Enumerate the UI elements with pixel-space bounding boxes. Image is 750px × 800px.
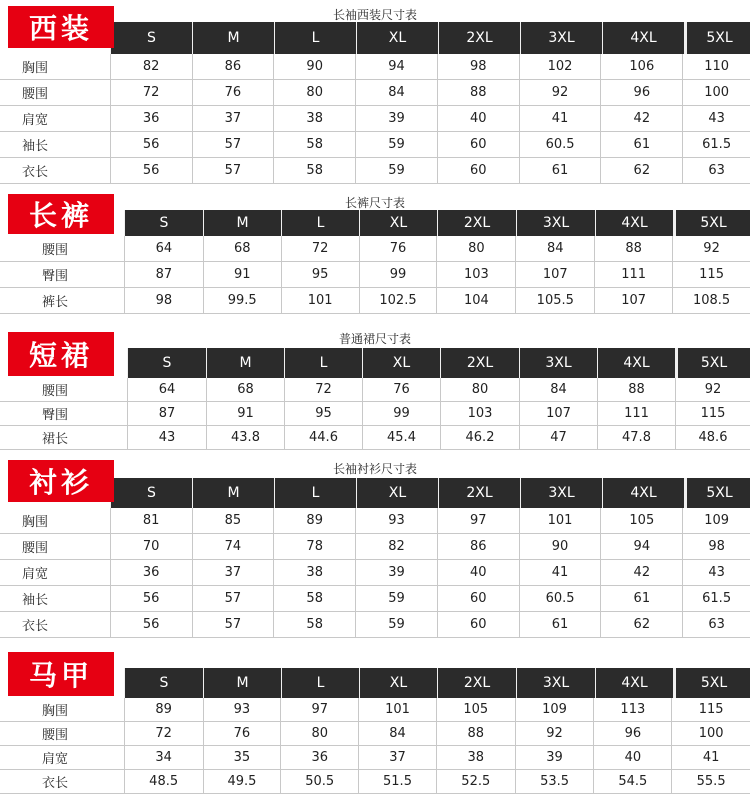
measurement-value: 115: [675, 402, 750, 425]
measurement-value: 109: [682, 508, 750, 533]
measurement-value: 43: [682, 560, 750, 585]
measurement-value: 113: [593, 698, 671, 721]
size-header-cell: 5XL: [684, 478, 750, 508]
measurement-label: 衣长: [42, 776, 69, 791]
measurement-value: 80: [440, 378, 519, 401]
measurement-row: [0, 746, 750, 770]
measurement-value: 40: [593, 746, 671, 769]
measurement-value: 56: [110, 158, 192, 183]
measurement-value: 57: [192, 158, 274, 183]
section-badge: 西装: [8, 6, 114, 48]
measurement-value: 92: [519, 80, 601, 105]
measurement-label: 臀围: [42, 269, 69, 284]
section-badge: 马甲: [8, 652, 114, 696]
measurement-value: 88: [594, 236, 672, 261]
size-header-cell: L: [274, 22, 356, 54]
measurement-value: 39: [355, 106, 437, 131]
measurement-row: [0, 586, 750, 612]
measurement-value: 61: [600, 586, 682, 611]
measurement-label: 衣长: [22, 619, 49, 634]
measurement-row: [0, 262, 750, 288]
measurement-value: 39: [515, 746, 594, 769]
measurement-value: 43: [127, 426, 206, 449]
measurement-value: 59: [355, 612, 437, 637]
measurement-value: 60.5: [519, 586, 601, 611]
size-header-cell: S: [124, 210, 203, 236]
measurement-value: 61.5: [682, 586, 750, 611]
measurement-value: 94: [600, 534, 682, 559]
measurement-value: 36: [110, 106, 192, 131]
measurement-value: 99: [362, 402, 440, 425]
size-header-row: [127, 348, 750, 378]
size-header-cell: 4XL: [595, 668, 673, 698]
measurement-value: 63: [682, 158, 750, 183]
measurement-value: 80: [280, 722, 358, 745]
size-section: [0, 0, 750, 184]
measurement-value: 80: [273, 80, 355, 105]
size-header-cell: M: [192, 22, 274, 54]
measurement-value: 38: [273, 560, 355, 585]
measurement-value: 106: [600, 54, 682, 79]
measurement-value: 41: [519, 560, 601, 585]
measurement-row: [0, 534, 750, 560]
measurement-value: 57: [192, 132, 274, 157]
measurement-value: 115: [671, 698, 750, 721]
measurement-value: 82: [110, 54, 192, 79]
measurement-value: 99.5: [203, 288, 281, 313]
measurement-value: 76: [362, 378, 440, 401]
measurement-value: 74: [192, 534, 274, 559]
measurement-label: 裤长: [42, 295, 69, 310]
measurement-label: 衣长: [22, 165, 49, 180]
measurement-value: 104: [436, 288, 515, 313]
measurement-value: 58: [273, 132, 355, 157]
size-header-cell: L: [284, 348, 362, 378]
size-header-cell: XL: [359, 210, 437, 236]
measurement-value: 82: [355, 534, 437, 559]
measurement-value: 91: [203, 262, 281, 287]
measurement-value: 101: [519, 508, 601, 533]
measurement-value: 105: [436, 698, 515, 721]
size-header-row: [110, 478, 750, 508]
measurement-row: [0, 54, 750, 80]
size-header-cell: M: [203, 668, 281, 698]
size-header-cell: XL: [356, 478, 438, 508]
measurement-value: 98: [437, 54, 519, 79]
measurement-value: 60: [437, 612, 519, 637]
measurement-value: 92: [515, 722, 594, 745]
measurement-value: 38: [436, 746, 515, 769]
measurement-value: 56: [110, 132, 192, 157]
measurement-label: 腰围: [42, 243, 69, 258]
measurement-value: 105: [600, 508, 682, 533]
size-header-cell: 3XL: [516, 668, 595, 698]
measurement-value: 86: [192, 54, 274, 79]
measurement-value: 94: [355, 54, 437, 79]
table-caption: 长袖衬衫尺寸表: [332, 462, 417, 476]
size-header-cell: S: [127, 348, 206, 378]
measurement-value: 55.5: [671, 770, 750, 793]
measurement-label: 腰围: [22, 541, 49, 556]
measurement-value: 88: [597, 378, 675, 401]
size-header-cell: S: [124, 668, 203, 698]
measurement-value: 60: [437, 132, 519, 157]
measurement-value: 76: [359, 236, 437, 261]
measurement-value: 81: [110, 508, 192, 533]
measurement-value: 36: [280, 746, 358, 769]
size-header-cell: 4XL: [602, 478, 684, 508]
measurement-value: 40: [437, 560, 519, 585]
measurement-value: 40: [437, 106, 519, 131]
measurement-value: 80: [436, 236, 515, 261]
size-section: [0, 456, 750, 638]
measurement-value: 111: [594, 262, 672, 287]
measurement-value: 93: [355, 508, 437, 533]
size-header-cell: L: [274, 478, 356, 508]
measurement-value: 42: [600, 106, 682, 131]
measurement-value: 68: [206, 378, 284, 401]
size-header-cell: 5XL: [684, 22, 750, 54]
measurement-value: 38: [273, 106, 355, 131]
measurement-label: 胸围: [22, 515, 49, 530]
table-caption: 普通裙尺寸表: [338, 332, 411, 346]
measurement-value: 103: [436, 262, 515, 287]
measurement-value: 36: [110, 560, 192, 585]
measurement-value: 57: [192, 612, 274, 637]
measurement-value: 84: [519, 378, 597, 401]
measurement-value: 72: [124, 722, 203, 745]
measurement-value: 97: [437, 508, 519, 533]
measurement-value: 92: [675, 378, 750, 401]
measurement-label: 肩宽: [22, 567, 49, 582]
measurement-value: 58: [273, 158, 355, 183]
measurement-value: 97: [280, 698, 358, 721]
measurement-row: [0, 612, 750, 638]
section-badge: 短裙: [8, 332, 114, 376]
measurement-row: [0, 722, 750, 746]
measurement-value: 37: [192, 106, 274, 131]
measurement-label: 裙长: [42, 432, 69, 447]
measurement-value: 41: [519, 106, 601, 131]
size-header-cell: 5XL: [673, 668, 750, 698]
measurement-value: 107: [515, 262, 594, 287]
measurement-value: 86: [437, 534, 519, 559]
size-header-cell: S: [110, 478, 192, 508]
size-section: [0, 186, 750, 314]
measurement-value: 56: [110, 612, 192, 637]
measurement-value: 102.5: [359, 288, 437, 313]
measurement-value: 78: [273, 534, 355, 559]
size-header-cell: M: [192, 478, 274, 508]
measurement-value: 98: [124, 288, 203, 313]
measurement-value: 64: [127, 378, 206, 401]
size-header-cell: 5XL: [675, 348, 750, 378]
measurement-value: 68: [203, 236, 281, 261]
measurement-value: 61: [519, 158, 601, 183]
measurement-value: 100: [682, 80, 750, 105]
size-header-cell: L: [281, 668, 359, 698]
table-caption: 长袖西装尺寸表: [332, 8, 417, 22]
size-header-row: [110, 22, 750, 54]
measurement-value: 60.5: [519, 132, 601, 157]
measurement-value: 109: [515, 698, 594, 721]
measurement-value: 64: [124, 236, 203, 261]
measurement-value: 107: [519, 402, 597, 425]
measurement-value: 46.2: [440, 426, 519, 449]
measurement-label: 肩宽: [42, 752, 69, 767]
measurement-value: 62: [600, 158, 682, 183]
size-header-cell: 2XL: [438, 478, 520, 508]
measurement-value: 115: [672, 262, 750, 287]
measurement-value: 95: [281, 262, 359, 287]
measurement-value: 110: [682, 54, 750, 79]
measurement-value: 85: [192, 508, 274, 533]
size-header-cell: S: [110, 22, 192, 54]
measurement-row: [0, 770, 750, 794]
measurement-value: 72: [284, 378, 362, 401]
size-header-cell: 2XL: [437, 210, 516, 236]
measurement-value: 34: [124, 746, 203, 769]
measurement-value: 72: [281, 236, 359, 261]
size-header-cell: 3XL: [516, 210, 595, 236]
table-caption: 长裤尺寸表: [344, 196, 405, 210]
size-header-cell: 4XL: [595, 210, 673, 236]
measurement-value: 41: [671, 746, 750, 769]
measurement-value: 87: [127, 402, 206, 425]
measurement-value: 43.8: [206, 426, 284, 449]
measurement-value: 57: [192, 586, 274, 611]
size-header-cell: M: [203, 210, 281, 236]
measurement-value: 70: [110, 534, 192, 559]
measurement-value: 100: [671, 722, 750, 745]
size-header-cell: XL: [359, 668, 437, 698]
measurement-value: 42: [600, 560, 682, 585]
measurement-value: 49.5: [203, 770, 281, 793]
size-header-row: [124, 210, 750, 236]
measurement-value: 96: [600, 80, 682, 105]
measurement-label: 袖长: [22, 139, 49, 154]
measurement-value: 90: [273, 54, 355, 79]
measurement-row: [0, 508, 750, 534]
measurement-value: 58: [273, 586, 355, 611]
measurement-value: 52.5: [436, 770, 515, 793]
measurement-value: 53.5: [515, 770, 594, 793]
measurement-value: 56: [110, 586, 192, 611]
size-header-cell: M: [206, 348, 284, 378]
measurement-label: 胸围: [22, 61, 49, 76]
measurement-value: 89: [273, 508, 355, 533]
measurement-label: 腰围: [42, 384, 69, 399]
size-header-cell: 4XL: [602, 22, 684, 54]
measurement-value: 47: [519, 426, 597, 449]
measurement-value: 87: [124, 262, 203, 287]
measurement-value: 88: [437, 80, 519, 105]
measurement-row: [0, 426, 750, 450]
measurement-value: 45.4: [362, 426, 440, 449]
measurement-label: 袖长: [22, 593, 49, 608]
measurement-value: 84: [358, 722, 436, 745]
measurement-value: 48.5: [124, 770, 203, 793]
measurement-value: 91: [206, 402, 284, 425]
measurement-value: 59: [355, 132, 437, 157]
measurement-value: 96: [593, 722, 671, 745]
measurement-value: 59: [355, 586, 437, 611]
measurement-value: 60: [437, 586, 519, 611]
measurement-value: 48.6: [675, 426, 750, 449]
measurement-value: 90: [519, 534, 601, 559]
size-header-cell: XL: [362, 348, 440, 378]
measurement-value: 61: [519, 612, 601, 637]
measurement-value: 35: [203, 746, 281, 769]
size-header-cell: 5XL: [673, 210, 750, 236]
size-section: [0, 326, 750, 450]
section-badge: 长裤: [8, 194, 114, 234]
measurement-value: 54.5: [593, 770, 671, 793]
measurement-value: 59: [355, 158, 437, 183]
measurement-value: 98: [682, 534, 750, 559]
measurement-value: 50.5: [280, 770, 358, 793]
measurement-row: [0, 236, 750, 262]
measurement-value: 61: [600, 132, 682, 157]
measurement-value: 102: [519, 54, 601, 79]
size-header-cell: 4XL: [597, 348, 675, 378]
measurement-value: 47.8: [597, 426, 675, 449]
measurement-value: 62: [600, 612, 682, 637]
size-header-cell: 3XL: [520, 478, 602, 508]
size-header-cell: XL: [356, 22, 438, 54]
measurement-value: 92: [672, 236, 750, 261]
measurement-value: 76: [203, 722, 281, 745]
measurement-value: 108.5: [672, 288, 750, 313]
measurement-value: 44.6: [284, 426, 362, 449]
measurement-value: 63: [682, 612, 750, 637]
measurement-value: 72: [110, 80, 192, 105]
size-header-cell: 2XL: [437, 668, 516, 698]
size-header-cell: 2XL: [440, 348, 519, 378]
size-section: [0, 646, 750, 794]
measurement-value: 103: [440, 402, 519, 425]
measurement-value: 37: [358, 746, 436, 769]
measurement-value: 43: [682, 106, 750, 131]
measurement-label: 腰围: [42, 728, 69, 743]
measurement-label: 胸围: [42, 704, 69, 719]
measurement-row: [0, 106, 750, 132]
measurement-value: 58: [273, 612, 355, 637]
section-badge: 衬衫: [8, 460, 114, 502]
measurement-row: [0, 378, 750, 402]
measurement-value: 105.5: [515, 288, 594, 313]
measurement-value: 88: [436, 722, 515, 745]
measurement-value: 60: [437, 158, 519, 183]
measurement-value: 95: [284, 402, 362, 425]
measurement-value: 76: [192, 80, 274, 105]
measurement-value: 93: [203, 698, 281, 721]
measurement-value: 89: [124, 698, 203, 721]
measurement-value: 107: [594, 288, 672, 313]
measurement-value: 99: [359, 262, 437, 287]
measurement-value: 61.5: [682, 132, 750, 157]
measurement-value: 101: [358, 698, 436, 721]
size-header-row: [124, 668, 750, 698]
measurement-value: 84: [355, 80, 437, 105]
size-header-cell: 3XL: [519, 348, 597, 378]
size-header-cell: 2XL: [438, 22, 520, 54]
measurement-row: [0, 132, 750, 158]
measurement-value: 111: [597, 402, 675, 425]
measurement-row: [0, 158, 750, 184]
measurement-value: 101: [281, 288, 359, 313]
measurement-row: [0, 402, 750, 426]
measurement-value: 84: [515, 236, 594, 261]
measurement-row: [0, 560, 750, 586]
measurement-label: 臀围: [42, 408, 69, 423]
measurement-row: [0, 698, 750, 722]
measurement-row: [0, 80, 750, 106]
size-header-cell: L: [281, 210, 359, 236]
measurement-value: 37: [192, 560, 274, 585]
measurement-label: 肩宽: [22, 113, 49, 128]
measurement-value: 51.5: [358, 770, 436, 793]
size-header-cell: 3XL: [520, 22, 602, 54]
measurement-row: [0, 288, 750, 314]
measurement-value: 39: [355, 560, 437, 585]
measurement-label: 腰围: [22, 87, 49, 102]
